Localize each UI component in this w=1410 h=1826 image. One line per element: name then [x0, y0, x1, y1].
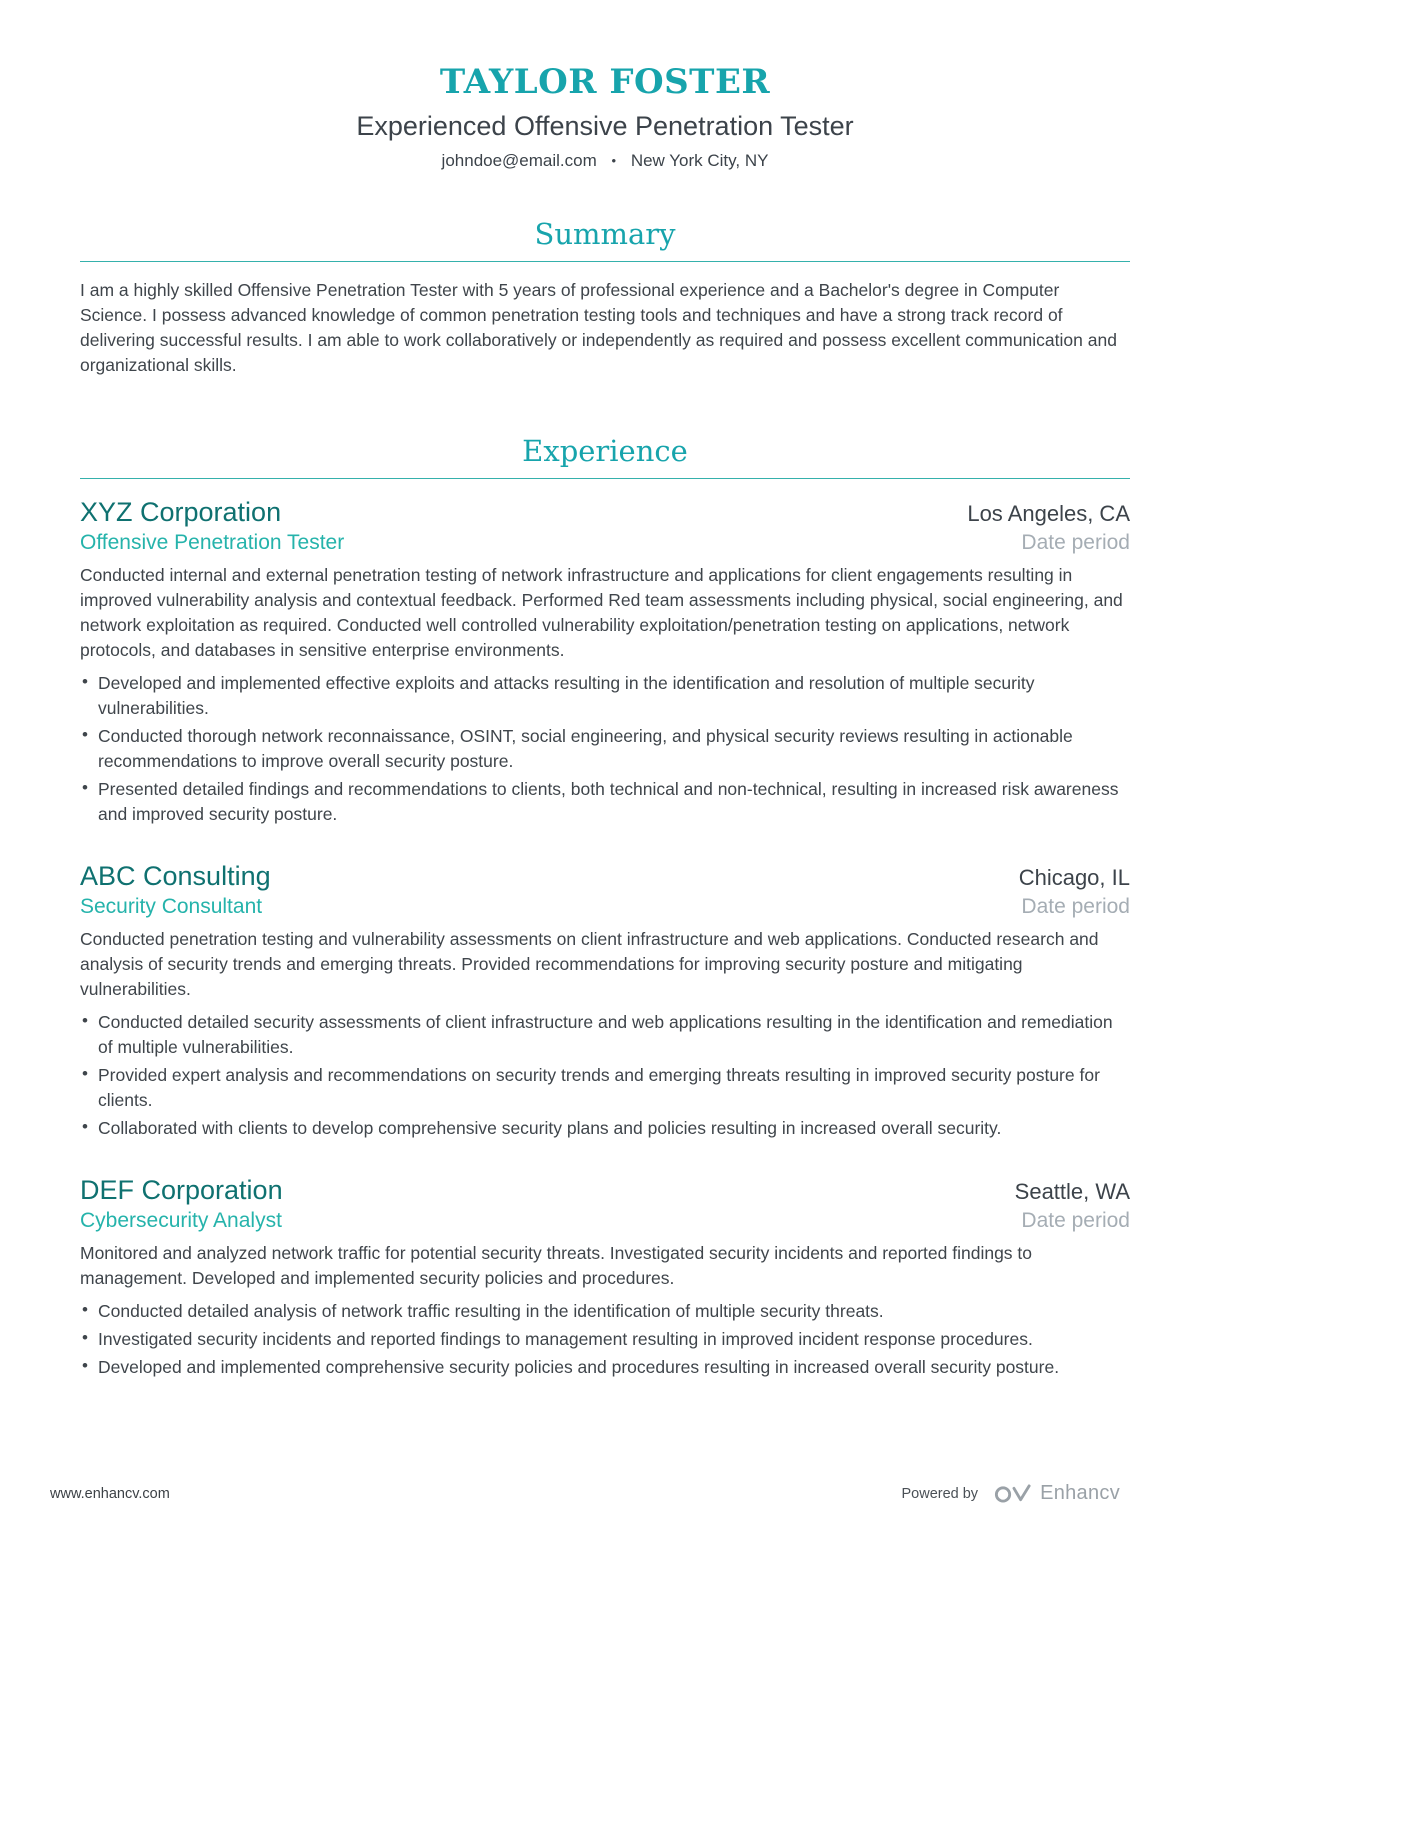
separator-dot-icon: • — [611, 153, 617, 168]
headline: Experienced Offensive Penetration Tester — [356, 111, 854, 141]
job-subheader-row — [80, 893, 1130, 921]
bullet-item: • Investigated security incidents and reported findings to management resulting in improved incident response procedures. — [80, 1327, 1130, 1352]
enhancv-wordmark: Enhancv — [1040, 1482, 1120, 1504]
date-period: Date period — [1021, 895, 1130, 918]
job-description: Conducted internal and external penetration testing of network infrastructure and applications for client engagements resulting in improved vulnerability analysis and contextual feedback. Performed Red team assessments including physical, social engineering, and network exploitation as required. Conducted well controlled vulnerability exploitation/penetration testing on applications, network protocols, and databases in sensitive enterprise environments. — [80, 565, 1123, 660]
job-location: Chicago, IL — [1018, 865, 1130, 890]
company-name: ABC Consulting — [80, 861, 271, 891]
job-entry-abc-consulting — [80, 859, 1130, 1141]
enhancv-logo-icon — [994, 1483, 1032, 1505]
summary-divider — [80, 261, 1130, 262]
job-entry-xyz-corporation — [80, 495, 1130, 827]
bullet-item: • Collaborated with clients to develop comprehensive security plans and policies resulting in increased overall security. — [80, 1116, 1130, 1141]
bullet-item: • Conducted detailed security assessments of client infrastructure and web applications resulting in the identification and remediation of multiple vulnerabilities. — [80, 1010, 1130, 1060]
job-location: Seattle, WA — [1014, 1179, 1130, 1204]
email-text: johndoe@email.com — [441, 151, 597, 170]
bullet-item: • Conducted detailed analysis of network traffic resulting in the identification of multiple security threats. — [80, 1299, 1130, 1324]
powered-by-group[interactable] — [901, 1482, 1120, 1505]
job-bullets — [80, 1010, 1130, 1141]
bullet-item: • Conducted thorough network reconnaissance, OSINT, social engineering, and physical security reviews resulting in actionable recommendations to improve overall security posture. — [80, 724, 1130, 774]
company-name: DEF Corporation — [80, 1175, 283, 1205]
job-header-row — [80, 1173, 1130, 1207]
powered-by-label: Powered by — [901, 1485, 979, 1502]
experience-divider — [80, 478, 1130, 479]
company-name: XYZ Corporation — [80, 497, 282, 527]
enhancv-site-link[interactable]: www.enhancv.com — [50, 1485, 170, 1502]
bullet-item: • Developed and implemented comprehensive security policies and procedures resulting in increased overall security posture. — [80, 1355, 1130, 1380]
job-title: Security Consultant — [80, 895, 263, 918]
person-name: TAYLOR FOSTER — [439, 62, 771, 102]
bullet-item: • Provided expert analysis and recommendations on security trends and emerging threats resulting in improved security posture for clients. — [80, 1063, 1130, 1113]
job-header-row — [80, 859, 1130, 893]
bullet-item: • Presented detailed findings and recommendations to clients, both technical and non-technical, resulting in increased risk awareness and improved security posture. — [80, 777, 1130, 827]
job-bullets — [80, 1299, 1130, 1380]
summary-section — [80, 217, 1130, 378]
location-text: New York City, NY — [630, 151, 769, 170]
job-description: Conducted penetration testing and vulnerability assessments on client infrastructure and web applications. Conducted research and analysis of security trends and emerging threats. Provided recommendations for improving security posture and mitigating vulnerabilities. — [80, 929, 1099, 999]
job-bullets — [80, 671, 1130, 827]
bullet-item: • Developed and implemented effective exploits and attacks resulting in the identification and resolution of multiple security vulnerabilities. — [80, 671, 1130, 721]
job-location: Los Angeles, CA — [967, 501, 1130, 526]
job-header-row — [80, 495, 1130, 529]
job-subheader-row — [80, 1207, 1130, 1235]
page-footer — [50, 1482, 1120, 1505]
job-title: Cybersecurity Analyst — [80, 1209, 282, 1232]
contact-line — [80, 151, 1130, 171]
date-period: Date period — [1021, 531, 1130, 554]
summary-heading: Summary — [534, 217, 676, 251]
job-subheader-row — [80, 529, 1130, 557]
job-entry-def-corporation — [80, 1173, 1130, 1380]
summary-text: I am a highly skilled Offensive Penetration Tester with 5 years of professional experience and a Bachelor's degree in Computer Science. I possess advanced knowledge of common penetration testing tools and techniques and have a strong track record of delivering successful results. I am able to work collaboratively or independently as required and possess excellent communication and organizational skills. — [80, 280, 1117, 375]
experience-section — [80, 434, 1130, 1380]
experience-heading: Experience — [522, 434, 688, 468]
job-description: Monitored and analyzed network traffic for potential security threats. Investigated security incidents and reported findings to management. Developed and implemented security policies and procedures. — [80, 1243, 1033, 1288]
job-title: Offensive Penetration Tester — [80, 531, 345, 554]
date-period: Date period — [1021, 1209, 1130, 1232]
resume-header — [80, 62, 1130, 171]
